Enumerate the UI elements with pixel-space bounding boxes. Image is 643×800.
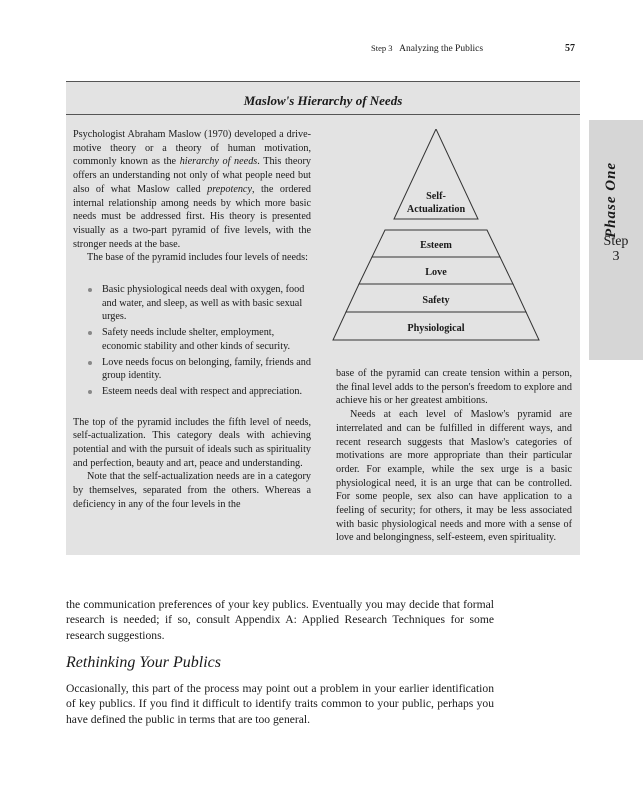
bullet-item: Esteem needs deal with respect and appreciation. (73, 385, 311, 399)
text-run: Psychologist Abraham Maslow (1970) developed a drive-motive theory or a theory of human motivation, commonly known as the (73, 129, 311, 168)
section-heading: Rethinking Your Publics (66, 654, 221, 671)
emphasis-hierarchy: hierarchy of needs (179, 156, 258, 168)
running-head-section (371, 43, 483, 54)
sidebar-box (66, 81, 580, 555)
box-title: Maslow's Hierarchy of Needs (243, 93, 403, 108)
needs-bullet-list (73, 283, 311, 399)
running-head (0, 43, 643, 57)
box-paragraph-4: Note that the self-actualization needs are in a category by themselves, separated from the others. Whereas a deficiency in any of the four levels in the (73, 471, 311, 510)
page-number: 57 (565, 43, 575, 54)
box-paragraph-2: The base of the pyramid includes four levels of needs: (87, 252, 308, 264)
body-paragraph-continued (66, 597, 494, 643)
box-paragraph-5: base of the pyramid can create tension within a person, the final level adds to the person's freedom to explore and achieve his or her greatest ambitions. (336, 368, 572, 407)
running-head-title: Analyzing the Publics (399, 44, 484, 54)
emphasis-prepotency: prepotency (207, 183, 252, 195)
box-paragraph-6: Needs at each level of Maslow's pyramid are interrelated and can be fulfilled in different ways, and recent research suggests that Maslow's categories of motivations are more appropriate than their particular order. For example, while the sex urge is a basic physiological need, it is an urge that can be controlled. For some people, sex also can have application to a feeling of security; for others, it may be less associated with basic physiological needs and more with a sense of love and belongingness, self-esteem, even spirituality. (336, 409, 572, 544)
body-paragraph-2: Occasionally, this part of the process may point out a problem in your earlier identification of key publics. If you find it difficult to identify traits common to your public, perhaps you have defined the public in terms that are too general. (66, 682, 494, 726)
text-run: . This theory offers an understanding not only of what people need but also of what Maslow called (73, 156, 311, 195)
side-tab-step-number: 3 (612, 249, 620, 264)
pyramid-label-esteem: Esteem (420, 240, 452, 251)
box-paragraph-1 (73, 128, 311, 251)
maslow-pyramid-diagram (328, 129, 576, 347)
side-tab-step-word: Step (603, 234, 629, 249)
running-head-step: Step 3 (371, 43, 393, 53)
box-title-divider (66, 114, 580, 115)
box-paragraph-3: The top of the pyramid includes the fifth level of needs, self-actualization. This category deals with achieving potential and with the pursuit of ideals such as spirituality and perfection, beauty and art, peace and understanding. (73, 416, 311, 469)
bullet-item: Love needs focus on belonging, family, friends and group identity. (73, 356, 311, 383)
pyramid-label-self: Self- (426, 191, 446, 202)
body-paragraph-1: the communication preferences of your key publics. Eventually you may decide that formal research is needed; if so, consult Appendix A: Applied Research Techniques for some research suggestions. (66, 598, 494, 642)
pyramid-label-safety: Safety (422, 295, 450, 306)
bullet-item: Basic physiological needs deal with oxygen, food and water, and sleep, as well as with basic sexual urges. (73, 283, 311, 324)
box-right-column (336, 367, 572, 545)
side-tab-phase: Phase One (603, 161, 619, 239)
pyramid-label-physiological: Physiological (407, 323, 465, 334)
body-paragraph-rethink (66, 681, 494, 727)
chapter-side-tab (589, 120, 643, 360)
pyramid-label-love: Love (425, 267, 447, 278)
text-run: , the ordered internal relationship among needs by which more basic needs must be addressed first. His theory is presented visually as a two-part pyramid of five levels, with the stronger needs at the base. (73, 183, 311, 250)
box-left-column (73, 128, 311, 512)
pyramid-label-actualization: Actualization (406, 204, 466, 215)
bullet-item: Safety needs include shelter, employment, economic stability and other kinds of security. (73, 326, 311, 353)
